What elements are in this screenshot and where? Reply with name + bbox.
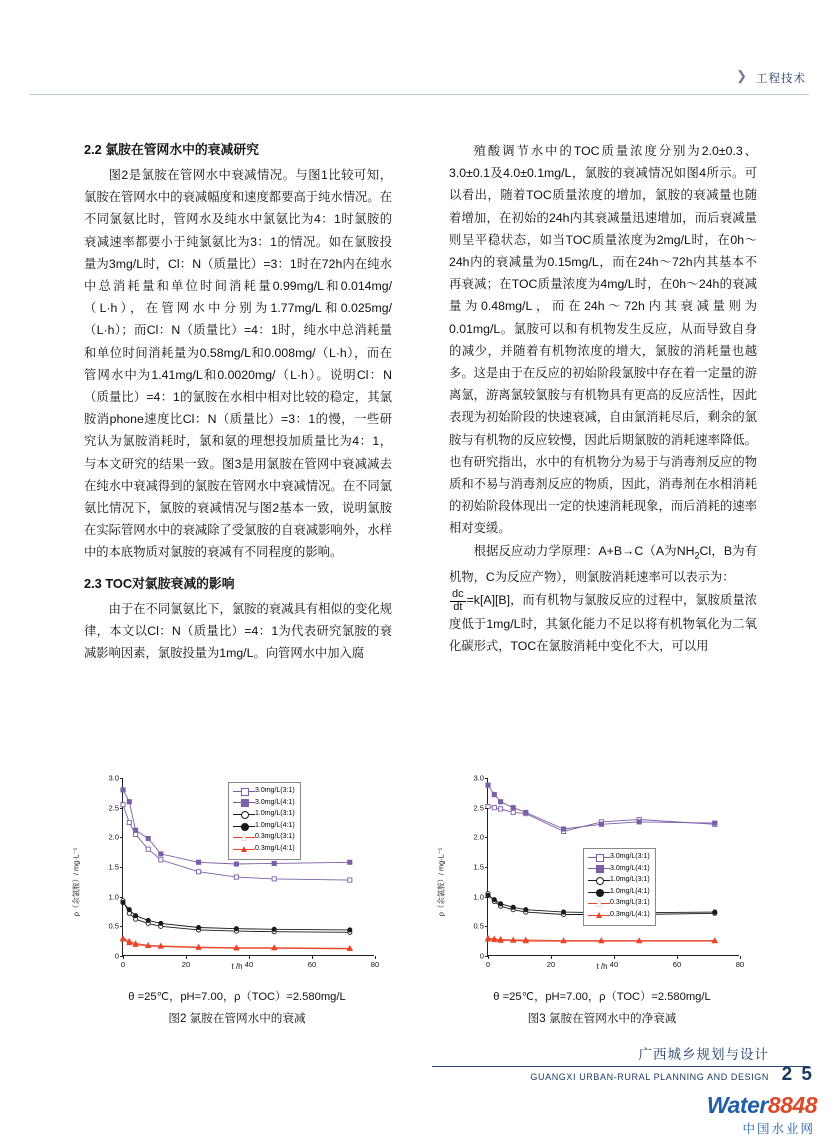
paragraph-toc-effect: 殖酸调节水中的TOC质量浓度分别为2.0±0.3、3.0±0.1及4.0±0.1mg/L，氯胺的衰减情况如图4所示。可以看出，随着TOC质量浓度的增加，氯胺的衰减量也随着增加，在初始的24h内其衰减量迅速增加，而后衰减量则呈平稳状态，如当TOC质量浓度为2mg/L时，在0h～24h内的衰减量为0.15mg/L，而在24h～72h内其基本不再衰减；在TOC质量浓度为4mg/L时，在0h～24h的衰减量为0.48mg/L，而在24h～72h内其衰减量则为 0.01mg/L。氯胺可以和有机物发生反应，从而导致自身的减少，并随着有机物浓度的增大，氯胺的消耗量也越多。这是由于在反应的初始阶段氯胺中存在着一定量的游离氯，游离氯较氯胺与有机物具有更高的反应活性，因此表现为初始阶段的快速衰减，自由氯消耗尽后，剩余的氯胺与有机物的反应较慢，因此后期氯胺的消耗速率降低。也有研究指出，水中的有机物分为易于与消毒剂反应的物质和不易与消毒剂反应的物质，因此，消毒剂在水相消耗的初始阶段体现出一定的快速消耗现象，而后消耗的速率相对变缓。: [449, 144, 757, 536]
legend-marker-icon: [233, 833, 255, 842]
legend-marker-icon: [233, 810, 255, 819]
y-axis-tick-label: 1.5: [108, 862, 119, 872]
formula-rest-text: =k[A][B]，而有机物与氯胺反应的过程中，氯胺质量浓度低于1mg/L时，其氯化能力不足以将有机物氧化为二氧化碳形式，TOC在氯胺消耗中变化不大，可以用: [449, 592, 757, 654]
y-axis-tick-label: 0: [114, 951, 119, 961]
x-axis-tick-label: 60: [672, 960, 682, 969]
y-axis-tick-label: 1.5: [473, 862, 484, 872]
y-axis-tick-mark: [485, 778, 488, 779]
legend-label: 1.0mg/L(3:1): [255, 810, 295, 818]
y-axis-tick-mark: [485, 808, 488, 809]
figure-3-chart: [436, 770, 761, 985]
watermark-word-1: Water: [706, 1092, 768, 1118]
legend-item: [588, 864, 650, 876]
series-line: [488, 807, 715, 832]
legend-marker-icon: [588, 876, 610, 885]
y-axis-tick-label: 2.0: [108, 832, 119, 842]
journal-name-cn: 广西城乡规划与设计: [638, 1047, 769, 1062]
y-axis-tick-mark: [485, 837, 488, 838]
chevron-right-icon: ❯: [736, 68, 747, 83]
legend-item: [588, 875, 650, 887]
legend-marker-icon: [233, 822, 255, 831]
legend-marker-icon: [233, 798, 255, 807]
legend-marker-icon: [233, 787, 255, 796]
x-axis-tick-label: 0: [485, 960, 491, 969]
y-axis-tick-label: 3.0: [473, 773, 484, 783]
x-axis-tick-label: 40: [244, 960, 254, 969]
derivative-fraction: [450, 589, 466, 613]
y-axis-tick-label: 2.0: [473, 832, 484, 842]
x-axis-tick-mark: [312, 956, 313, 959]
legend-marker-icon: [233, 845, 255, 854]
figure-2-ylabel: ρ（余氯胺）/ mg·L⁻¹: [71, 847, 81, 917]
figure-2-caption: 图2 氯胺在管网水中的衰减: [168, 1012, 306, 1025]
y-axis-tick-mark: [120, 897, 123, 898]
legend-marker-icon: [588, 888, 610, 897]
y-axis-tick-mark: [120, 926, 123, 927]
legend-label: 3.0mg/L(3:1): [610, 853, 650, 860]
watermark-subtitle: 中国水业网: [742, 1122, 815, 1136]
watermark-logo: [707, 1092, 817, 1119]
legend-label: 1.0mg/L(3:1): [610, 876, 650, 884]
legend-item: [588, 910, 650, 922]
legend-label: 3.0mg/L(4:1): [610, 864, 650, 872]
figure-3-ylabel: ρ（余氯胺）/ mg·L⁻¹: [436, 847, 446, 917]
y-axis-tick-mark: [120, 837, 123, 838]
fraction-numerator: dc: [452, 588, 464, 601]
legend-label: 1.0mg/L(4:1): [255, 821, 295, 829]
kinetics-text-part2: Cl，B为有机物，C为反应产物），则氯胺消耗速率可以表示为：: [449, 543, 757, 585]
figure-2-conditions: θ =25℃，pH=7.00，ρ（TOC）=2.580mg/L: [128, 991, 346, 1003]
x-axis-tick-label: 20: [546, 960, 556, 969]
x-axis-tick-mark: [740, 956, 741, 959]
y-axis-tick-label: 3.0: [108, 773, 119, 783]
section-heading-2-3: 2.3 TOC对氯胺衰减的影响: [84, 575, 235, 591]
paragraph-2-2: 图2是氯胺在管网水中衰减情况。与图1比较可知，氯胺在管网水中的衰减幅度和速度都要高于纯水情况。在不同氯氨比时，管网水及纯水中氯氨比为4：1时氯胺的衰减速率都要小于纯氯氨比为3：1的情况。如在氯胺投量为3mg/L时，Cl：N（质量比）=3：1时在72h内在纯水中总消耗量和单位时间消耗量0.99mg/L和0.014mg/（L·h），在管网水中分别为1.77mg/L和0.025mg/（L·h）；而Cl：N（质量比）=4：1时，纯水中总消耗量和单位时间消耗量为0.58mg/L和0.008mg/（L·h），而在管网水中为1.41mg/L和0.0020mg/（L·h）。说明Cl：N（质量比）=4：1的氯胺在水相中相对比较的稳定，其氯胺消phone速度比Cl：N（质量比）=3：1的慢，一些研究认为氯胺消耗时，氯和氨的理想投加质量比为4：1，与本文研究的结果一致。图3是用氯胺在管网中衰减减去在纯水中衰减得到的氯胺在管网水中衰减情况。在不同氯氨比情况下，氯胺的衰减情况与图2基本一致，说明氯胺在实际管网水中的衰减除了受氯胺的自衰减影响外，水样中的本底物质对氯胺的衰减有不同程度的影响。: [84, 168, 392, 560]
paragraph-kinetics: [449, 540, 757, 589]
y-axis-tick-mark: [485, 867, 488, 868]
watermark-word-2: 8848: [767, 1092, 817, 1118]
y-axis-tick-mark: [120, 808, 123, 809]
legend-label: 0.3mg/L(4:1): [255, 844, 295, 852]
x-axis-tick-mark: [488, 956, 489, 959]
paragraph-2-3: 由于在不同氯氨比下，氯胺的衰减具有相似的变化规律，本文以Cl：N（质量比）=4：1为代表研究氯胺的衰减影响因素，氯胺投量为1mg/L。向管网水中加入腐: [84, 601, 392, 661]
page-number: 2 5: [781, 1064, 814, 1085]
legend-marker-icon: [588, 853, 610, 862]
legend-marker-icon: [588, 911, 610, 920]
right-column: [449, 140, 757, 658]
legend-item: [233, 786, 295, 798]
x-axis-tick-label: 40: [609, 960, 619, 969]
y-axis-tick-mark: [485, 926, 488, 927]
x-axis-tick-label: 80: [370, 960, 380, 969]
fraction-denominator: dt: [453, 600, 463, 613]
figure-2: [71, 770, 398, 1029]
x-axis-tick-mark: [677, 956, 678, 959]
y-axis-tick-mark: [120, 778, 123, 779]
figure-2-chart: [71, 770, 396, 985]
figure-3-conditions: θ =25℃，pH=7.00，ρ（TOC）=2.580mg/L: [493, 991, 711, 1003]
y-axis-tick-label: 0.5: [108, 921, 119, 931]
legend-marker-icon: [588, 864, 610, 873]
figure-3-caption: 图3 氯胺在管网水中的净衰减: [527, 1012, 677, 1025]
x-axis-tick-mark: [123, 956, 124, 959]
figure-2-legend: [228, 782, 301, 860]
header-section-label: 工程技术: [756, 73, 806, 85]
footer-divider: [432, 1066, 809, 1067]
y-axis-tick-label: 0.5: [473, 921, 484, 931]
page-header: [0, 62, 839, 96]
y-axis-tick-mark: [485, 897, 488, 898]
legend-marker-icon: [588, 899, 610, 908]
legend-label: 0.3mg/L(3:1): [255, 833, 295, 841]
figure-3: [436, 770, 763, 1029]
legend-item: [588, 852, 650, 864]
left-column: [84, 140, 392, 664]
legend-item: [588, 887, 650, 899]
y-axis-tick-label: 0: [479, 951, 484, 961]
x-axis-tick-mark: [375, 956, 376, 959]
x-axis-tick-label: 20: [181, 960, 191, 969]
x-axis-tick-mark: [186, 956, 187, 959]
x-axis-tick-label: 0: [120, 960, 126, 969]
x-axis-tick-mark: [249, 956, 250, 959]
kinetics-text-part1: 根据反应动力学原理：A+B→C（A为NH: [473, 543, 695, 558]
legend-item: [588, 898, 650, 910]
legend-label: 3.0mg/L(4:1): [255, 798, 295, 806]
x-axis-tick-label: 60: [307, 960, 317, 969]
y-axis-tick-label: 1.0: [473, 892, 484, 902]
x-axis-tick-label: 80: [735, 960, 745, 969]
legend-item: [233, 844, 295, 856]
legend-item: [233, 832, 295, 844]
paragraph-rate-formula: [449, 589, 757, 658]
legend-item: [233, 798, 295, 810]
y-axis-tick-label: 2.5: [108, 803, 119, 813]
legend-item: [233, 821, 295, 833]
header-divider: [30, 94, 809, 95]
x-axis-tick-mark: [551, 956, 552, 959]
figure-3-xlabel: t /h: [596, 962, 608, 971]
legend-label: 0.3mg/L(4:1): [610, 910, 650, 918]
y-axis-tick-mark: [120, 867, 123, 868]
kinetics-subscript: 2: [694, 550, 700, 561]
figure-3-legend: [583, 848, 656, 926]
y-axis-tick-label: 2.5: [473, 803, 484, 813]
section-heading-2-2: 2.2 氯胺在管网水中的衰减研究: [84, 142, 259, 157]
journal-name-en: GUANGXI URBAN-RURAL PLANNING AND DESIGN: [530, 1072, 769, 1082]
legend-item: [233, 809, 295, 821]
figure-2-xlabel: t /h: [231, 962, 243, 971]
legend-label: 0.3mg/L(3:1): [610, 899, 650, 907]
x-axis-tick-mark: [614, 956, 615, 959]
legend-label: 1.0mg/L(4:1): [610, 887, 650, 895]
legend-label: 3.0mg/L(3:1): [255, 787, 295, 794]
y-axis-tick-label: 1.0: [108, 892, 119, 902]
